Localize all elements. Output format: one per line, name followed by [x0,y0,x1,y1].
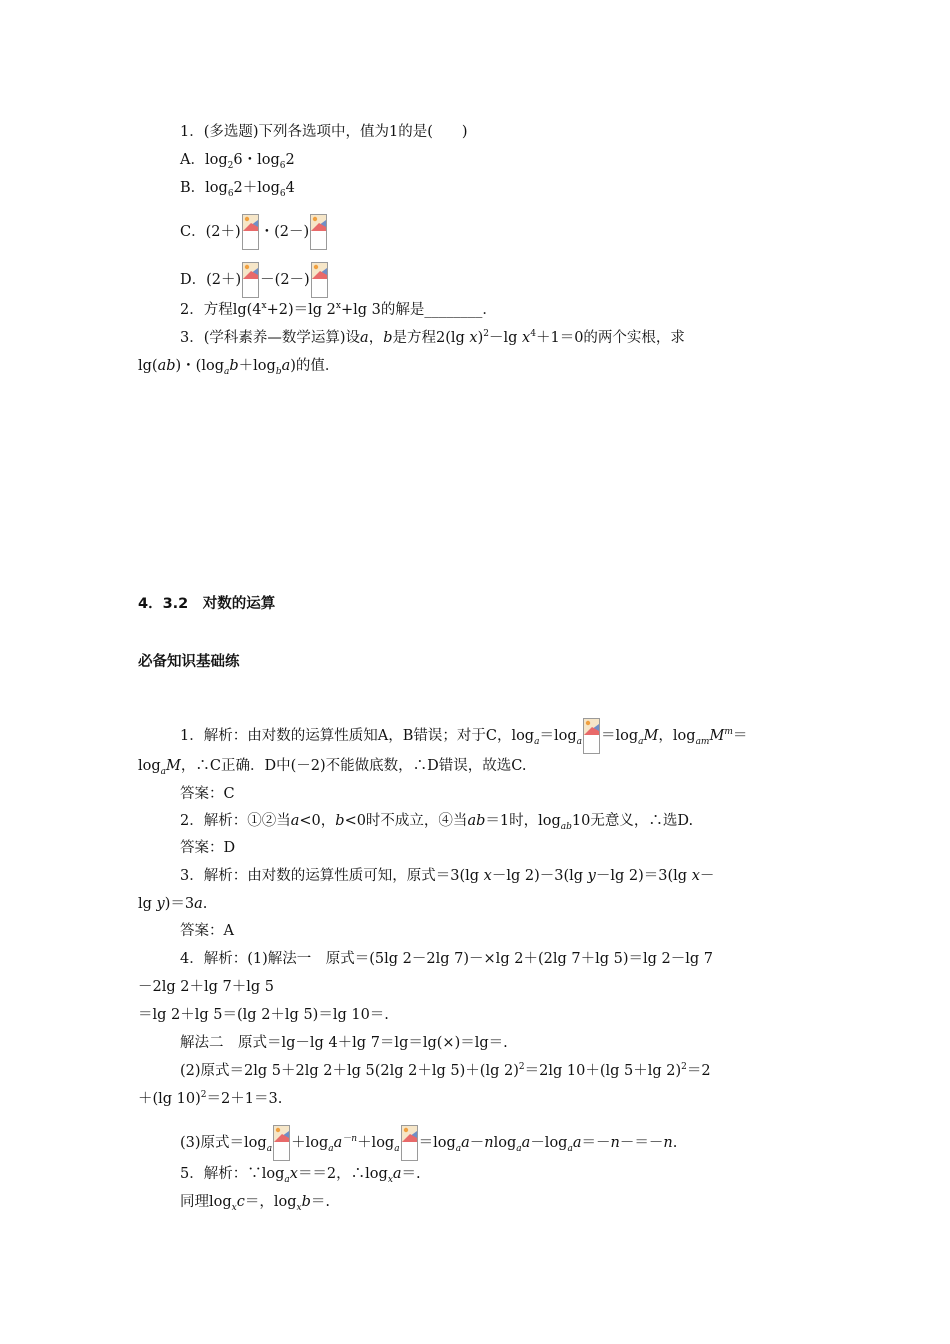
ans1-answer: 答案：C [180,786,235,802]
q3-line1: 3．(学科素养—数学运算)设a，b是方程2(lg x)$^2$－lg $x^4+1=0$的两个实根，求 [180,329,685,346]
ans2-answer: 答案：D [180,840,236,856]
q2-text: 2．方程$\lg(4^x+2)=\lg$ $2^x+\lg$ 3的解是________． [180,301,497,318]
ans5-line2: 同理$\log_xc=$，$\log_xb=$. [180,1194,330,1213]
ans4-line3: ＝lg 2＋lg 5＝(lg 2＋lg 5)＝lg 10＝. [138,1007,389,1023]
ans4-line5: (2)原式＝2lg 5＋2lg 2＋lg 5(2lg 2＋lg 5)＋(lg 2)$^2$＝2lg 10＋(lg 5＋lg 2)$^2$＝2 [180,1062,711,1079]
ans2-line1: 2．解析：①②当a<0，b<0时不成立，④当ab＝1时，$\log_{ab}10$无意义，∴选D. [180,813,694,832]
ans4-line6: ＋(lg 10)$^2$＝2＋1＝3. [138,1090,283,1107]
ans3-line1: 3．解析：由对数的运算性质可知，原式＝3(lg x－lg 2)－3(lg y－lg 2)＝3(lg x－ [180,868,715,884]
broken-image-icon [311,262,328,298]
broken-image-icon [310,214,327,250]
broken-image-icon [401,1125,418,1161]
ans3-answer: 答案：A [180,923,234,939]
q1-stem: 1．(多选题)下列各选项中，值为1的是( ) [180,124,468,140]
broken-image-icon [242,214,259,250]
q1-option-b: B．$\log_62+\log_64$ [180,180,295,199]
ans4-line2: －2lg 2＋lg 7＋lg 5 [138,979,274,995]
broken-image-icon [273,1125,290,1161]
subsection-heading: 必备知识基础练 [138,654,240,670]
ans4-line4: 解法二 原式＝lg－lg 4＋lg 7＝lg＝lg(×)＝lg＝. [180,1035,508,1051]
q3-line2: lg(ab)・$(\log_ab+\log_ba)$的值． [138,358,340,377]
ans5-line1: 5．解析：$\because\log_ax==2$，$\therefore\log_xa=$. [180,1166,421,1185]
section-heading: 4．3.2 对数的运算 [138,596,276,612]
ans4-line1: 4．解析：(1)解法一 原式＝(5lg 2－2lg 7)－×lg 2＋(2lg 7＋lg 5)＝lg 2－lg 7 [180,951,713,967]
q1-option-d: D．(2＋) －(2－) [180,262,329,298]
ans1-line1: 1．解析：由对数的运算性质知A，B错误；对于C，$\log_a=\log_a$ $=\log_aM$，$\log_{am}M^m=$ [180,718,747,754]
q1-option-c: C．(2＋) ・(2－) [180,214,328,250]
ans4-line7: (3)原式$=\log_a$ $+\log_aa^{-n}+\log_a$ $=\log_aa-nlog_aa-\log_aa=-n-=-n$. [180,1125,677,1161]
ans1-line2: $\log_aM$，∴C正确．D中(－2)不能做底数，∴D错误，故选C. [138,758,527,777]
ans3-line2: lg y)＝3a. [138,896,208,912]
broken-image-icon [583,718,600,754]
broken-image-icon [242,262,259,298]
q1-option-a: A．$\log_26$・$\log_62$ [180,152,295,171]
